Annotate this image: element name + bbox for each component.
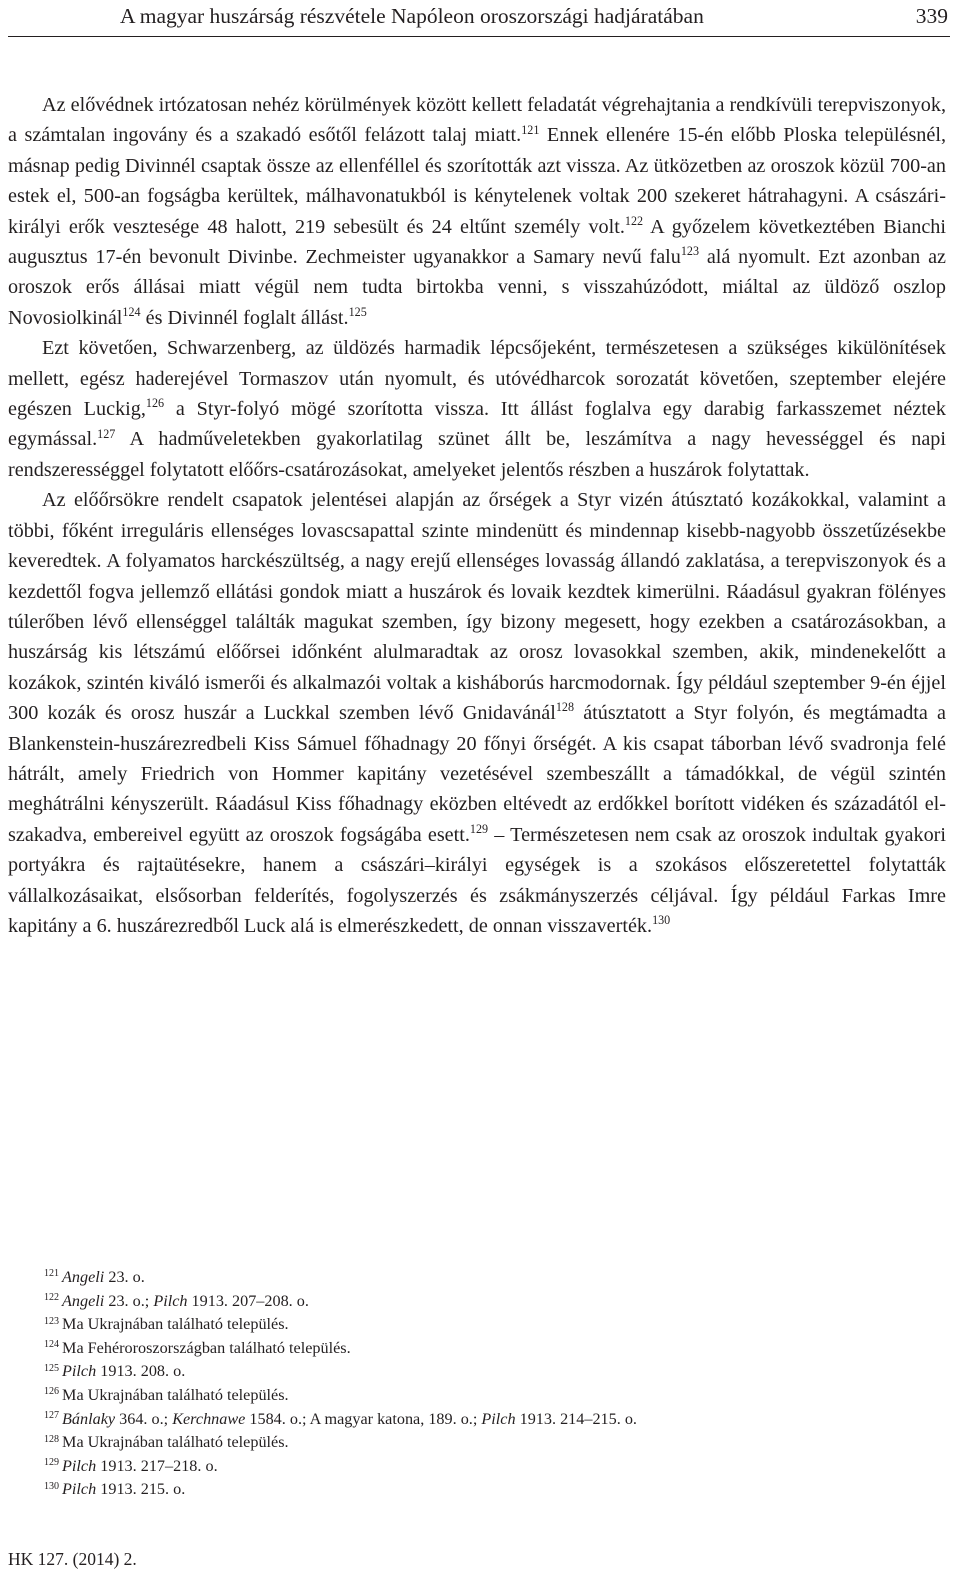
footnote-ref-130[interactable]: 130 xyxy=(652,913,671,928)
footnote-author: Pilch xyxy=(481,1409,516,1428)
paragraph-3 xyxy=(8,485,946,941)
running-title: A magyar huszárság részvétele Napóleon oroszországi hadjáratában xyxy=(120,4,704,28)
footnote-122 xyxy=(44,1290,944,1314)
paragraph-1 xyxy=(8,90,946,333)
footnote-number: 122 xyxy=(44,1292,60,1304)
footnote-number: 124 xyxy=(44,1339,60,1351)
paragraph-2 xyxy=(8,333,946,485)
footnote-number: 127 xyxy=(44,1410,60,1422)
footnote-author: Bánlaky xyxy=(62,1409,116,1428)
footnote-ref-129[interactable]: 129 xyxy=(469,821,489,836)
paragraph-text: a Styr-folyó mögé szorította vissza. Itt állást foglalva egy darabig farkasszemet néztek egymással. xyxy=(8,398,946,451)
footnote-ref-124[interactable]: 124 xyxy=(122,304,141,319)
footnote-text: 1913. 208. o. xyxy=(96,1362,186,1381)
footnote-author: Pilch xyxy=(62,1362,97,1381)
journal-footer: HK 127. (2014) 2. xyxy=(8,1549,137,1569)
footnote-126 xyxy=(44,1384,944,1408)
footnote-125 xyxy=(44,1360,944,1384)
footnote-ref-128[interactable]: 128 xyxy=(555,700,575,715)
footnote-text: 23. o.; xyxy=(104,1291,154,1310)
footnote-text: 23. o. xyxy=(104,1268,145,1286)
footnote-author: Pilch xyxy=(153,1291,188,1310)
footnote-128 xyxy=(44,1431,944,1455)
paragraph-text: alá nyomult. Ezt azonban az oroszok erős állásai miatt végül nem tudta birtokba venni, s visszahúzódott, miáltal az üldöző oszlop Novosiolkinál xyxy=(8,246,946,329)
footnote-number: 125 xyxy=(44,1362,60,1374)
footnote-text: Ma Ukrajnában található település. xyxy=(62,1433,289,1452)
running-header xyxy=(8,0,950,37)
paragraph-text: – Természetesen nem csak az oroszok indultak gyakori portyákra és rajtaütésekre, hanem a császári–királyi egységek is a szokásos előszeretettel folytatták vállalkozásaikat, elsősorban felderítés, fogolyszerzés és zsákmányszerzés céljával. Így például Farkas Imre kapitány a 6. huszárezredből Luck alá is elmerészkedett, de onnan visszaverték. xyxy=(8,823,946,937)
footnote-author: Pilch xyxy=(62,1480,97,1499)
footnote-text: Ma Ukrajnában található település. xyxy=(62,1385,289,1404)
paragraph-text: A hadműveletekben gyakorlatilag szünet állt be, leszámítva a nagy hevességgel és napi rendszerességgel folytatott előőrs-csatározásokat, amelyeket jelentős részben a huszárok folytattak. xyxy=(8,428,946,481)
footnote-130 xyxy=(44,1478,944,1502)
paragraph-text: Ennek ellenére 15-én előbb Ploska településnél, másnap pedig Divinnél csaptak össze az ellenféllel és szorították azt vissza. Az ütközetben az oroszok közül 700-an estek el, 500-an fogságba kerültek, málhavonatukból is kénytelenek voltak 200 szekeret hátrahagyni. A császári-királyi erők vesztesége 48 halott, 219 sebesült és 24 eltűnt személy volt. xyxy=(8,124,947,238)
footnote-text: 1913. 207–208. o. xyxy=(187,1291,309,1310)
footnote-127 xyxy=(44,1408,944,1432)
paragraph-text: A győzelem következtében Bianchi augusztus 17-én bevonult Divinbe. Zechmeister ugyanakkor a Samary nevű falu xyxy=(8,215,946,269)
footnote-number: 128 xyxy=(44,1433,60,1445)
footnote-129 xyxy=(44,1455,944,1479)
footnote-ref-122[interactable]: 122 xyxy=(624,213,644,228)
page-number: 339 xyxy=(915,4,948,28)
body-text xyxy=(8,90,946,941)
footnotes xyxy=(44,1266,944,1502)
paragraph-text: Az elővédnek irtózatosan nehéz körülmények között kellett feladatát végrehajtania a rendkívüli terepviszonyok, a számtalan ingovány és a szakadó esőtől felázott talaj miatt. xyxy=(8,94,946,147)
footnote-ref-123[interactable]: 123 xyxy=(680,244,700,259)
footnote-ref-125[interactable]: 125 xyxy=(348,304,367,319)
footnote-text: 1584. o.; A magyar katona, 189. o.; xyxy=(245,1409,482,1428)
footnote-text: 1913. 215. o. xyxy=(96,1480,186,1499)
paragraph-text: és Divinnél foglalt állást. xyxy=(140,306,349,329)
footnote-text: Ma Fehéroroszországban található település. xyxy=(62,1338,351,1357)
footnote-ref-127[interactable]: 127 xyxy=(97,426,116,441)
footnote-text: 1913. 217–218. o. xyxy=(96,1456,218,1475)
footnote-123 xyxy=(44,1313,944,1337)
footnote-text: Ma Ukrajnában található település. xyxy=(62,1315,289,1334)
footnote-ref-126[interactable]: 126 xyxy=(145,396,165,411)
footnote-number: 126 xyxy=(44,1386,60,1398)
footnote-author: Angeli xyxy=(62,1291,105,1310)
footnote-number: 121 xyxy=(44,1268,60,1280)
footnote-number: 123 xyxy=(44,1315,60,1327)
footnote-121 xyxy=(44,1266,944,1290)
footnote-author: Angeli xyxy=(62,1268,105,1286)
paragraph-text: átúsztatott a Styr folyón, és megtámadta a Blankenstein-huszárezredbeli Kiss Sámuel főhadnagy 20 főnyi őrségét. A kis csapat táborban lévő svadronja felé hátrált, amely Friedrich von Hommer kapitány vezetésével szembeszállt a támadókkal, de végül szintén meghátrálni kényszerült. Ráadásul Kiss főhadnagy eközben eltévedt az erdőkkel borított vidéken és századától elszakadva, embereivel együtt az oroszok fogságába esett. xyxy=(8,702,947,846)
footnote-number: 130 xyxy=(44,1480,60,1492)
footnote-number: 129 xyxy=(44,1457,60,1469)
paragraph-text: Ezt követően, Schwarzenberg, az üldözés harmadik lépcsőjeként, természetesen a szükséges kikülönítések mellett, egész haderejével Tormaszov után nyomult, és utóvédharcok sorozatát követően, szeptember elejére egészen Luckig, xyxy=(8,337,946,421)
footnote-ref-121[interactable]: 121 xyxy=(521,122,540,137)
footnote-text: 1913. 214–215. o. xyxy=(515,1409,637,1428)
footnote-124 xyxy=(44,1337,944,1361)
footnote-text: 364. o.; xyxy=(115,1409,173,1428)
paragraph-text: Az előőrsökre rendelt csapatok jelentései alapján az őrségek a Styr vizén átúsztató kozákokkal, valamint a többi, főként irreguláris ellenséges lovascsapattal szinte mindenütt és mindennap kisebb-nagyobb összetűzésekbe keveredtek. A folyamatos harckészültség, a nagy erejű ellenséges lovasság állandó zaklatása, a terepviszonyok és a kezdettől fogva jellemző ellátási gondok miatt a huszárok és lovaik kezdtek kimerülni. Ráadásul gyakran fölényes túlerőben lévő ellenséggel találták magukat szemben, így bizony megesett, hogy ezekben a csatározásokban, a huszárság kis létszámú előőrsei időnként alulmaradtak az orosz lovasokkal szemben, akik, mindenekelőtt a kozákok, szintén kiváló ismerői és alkalmazói voltak a kisháborús harcmodornak. Így például szeptember 9-én éjjel 300 kozák és orosz huszár a Luckkal szemben lévő Gnidavánál xyxy=(8,489,946,725)
footnote-author: Kerchnawe xyxy=(172,1409,246,1428)
footnote-author: Pilch xyxy=(62,1456,97,1475)
